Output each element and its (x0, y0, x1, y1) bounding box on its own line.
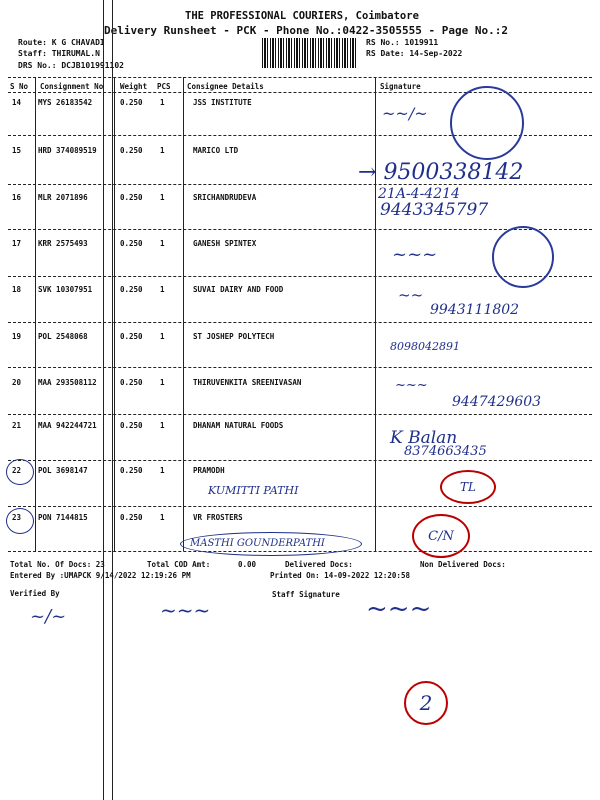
signature-row14: ~~/~ (382, 104, 428, 123)
signature-row18: ~~ (398, 286, 424, 304)
runsheet-title: Delivery Runsheet - PCK - Phone No.:0422-3505555 - Page No.:2 (104, 24, 508, 37)
phone-row15: → 9500338142 (358, 160, 524, 185)
signature-row21: K Balan (390, 428, 458, 448)
row-pcs: 1 (160, 98, 165, 107)
phone-row21: 8374663435 (404, 444, 487, 459)
row-sno: 19 (12, 332, 22, 341)
rs-no: RS No.: 1019911 (366, 38, 439, 47)
row-consignment: HRD 374089519 (38, 146, 97, 155)
row-consignee: GANESH SPINTEX (193, 239, 257, 248)
status-circle-row23: C/N (412, 514, 470, 558)
row-consignee: SRICHANDRUDEVA (193, 193, 257, 202)
row-pcs: 1 (160, 513, 165, 522)
phone-row18: 9943111802 (430, 302, 520, 318)
circle-row22 (6, 459, 34, 485)
entered-by: Entered By :UMAPCK 9/14/2022 12:19:26 PM (10, 571, 191, 580)
row-consignee: PRAMODH (193, 466, 225, 475)
rs-date: RS Date: 14-Sep-2022 (366, 49, 463, 58)
handwriting-row22-area: KUMITTI PATHI (208, 484, 299, 497)
staff-signature: ~~~ (366, 594, 432, 624)
company-stamp (450, 86, 524, 160)
phone-row16: 9443345797 (380, 200, 489, 220)
row-sno: 20 (12, 378, 22, 387)
row-consignee: VR FROSTERS (193, 513, 243, 522)
delivered-docs: Delivered Docs: (285, 560, 353, 569)
row-weight: 0.250 (120, 378, 143, 387)
row-pcs: 1 (160, 332, 165, 341)
total-cod-label: Total COD Amt: (147, 560, 211, 569)
row-consignment: MYS 26183542 (38, 98, 93, 107)
row-pcs: 1 (160, 466, 165, 475)
row-consignee: DHANAM NATURAL FOODS (193, 421, 284, 430)
verified-by-label: Verified By (10, 589, 60, 598)
signature-row17: ~~~ (392, 244, 438, 265)
col-signature: Signature (380, 82, 421, 91)
col-weight: Weight (120, 82, 148, 91)
printed-on: Printed On: 14-09-2022 12:20:58 (270, 571, 410, 580)
row-weight: 0.250 (120, 193, 143, 202)
row-weight: 0.250 (120, 146, 143, 155)
row-pcs: 1 (160, 146, 165, 155)
company-title: THE PROFESSIONAL COURIERS, Coimbatore (185, 10, 419, 22)
total-docs: Total No. Of Docs: 23 (10, 560, 105, 569)
circle-row23 (6, 508, 34, 534)
row-sno: 16 (12, 193, 22, 202)
row-weight: 0.250 (120, 421, 143, 430)
col-sno: S No (10, 82, 29, 91)
total-cod-value: 0.00 (238, 560, 257, 569)
handwriting-row16-line1: 21A-4-4214 (378, 186, 460, 202)
row-weight: 0.250 (120, 466, 143, 475)
verifier-signature: ~/~ (30, 606, 67, 627)
row-consignment: POL 3698147 (38, 466, 88, 475)
row-consignee: THIRUVENKITA SREENIVASAN (193, 378, 302, 387)
company-stamp-row17 (492, 226, 554, 288)
row-weight: 0.250 (120, 239, 143, 248)
row-sno: 17 (12, 239, 22, 248)
col-consignee: Consignee Details (187, 82, 264, 91)
row-consignment: PON 7144815 (38, 513, 88, 522)
row-sno: 22 (12, 466, 22, 475)
status-circle-row22: TL (440, 470, 496, 504)
row-sno: 14 (12, 98, 22, 107)
col-pcs: PCS (157, 82, 171, 91)
row-sno: 21 (12, 421, 22, 430)
row-consignment: POL 2548068 (38, 332, 88, 341)
barcode (262, 38, 358, 68)
row-consignee: JSS INSTITUTE (193, 98, 252, 107)
row-consignment: MLR 2071896 (38, 193, 88, 202)
row-pcs: 1 (160, 378, 165, 387)
row-consignment: KRR 2575493 (38, 239, 88, 248)
row-pcs: 1 (160, 421, 165, 430)
handwriting-row23-area: MASTHI GOUNDERPATHI (190, 538, 325, 549)
row-pcs: 1 (160, 193, 165, 202)
staff-signature-label: Staff Signature (272, 590, 340, 599)
row-weight: 0.250 (120, 98, 143, 107)
drs-label: DRS No.: DCJB101991102 (18, 61, 124, 70)
row-consignment: SVK 10307951 (38, 285, 93, 294)
row-weight: 0.250 (120, 332, 143, 341)
row-weight: 0.250 (120, 513, 143, 522)
row-consignment: MAA 293508112 (38, 378, 97, 387)
row-consignee: ST JOSHEP POLYTECH (193, 332, 275, 341)
row-pcs: 1 (160, 285, 165, 294)
col-consignment: Consignment No (40, 82, 104, 91)
staff-label: Staff: THIRUMAL.N (18, 49, 100, 58)
route-label: Route: K G CHAVADI (18, 38, 105, 47)
row-sno: 23 (12, 513, 22, 522)
row-sno: 15 (12, 146, 22, 155)
non-delivered-docs: Non Delivered Docs: (420, 560, 506, 569)
page-number-circle: 2 (404, 681, 448, 725)
row-consignee: MARICO LTD (193, 146, 239, 155)
row-consignment: MAA 942244721 (38, 421, 97, 430)
phone-row19: 8098042891 (390, 340, 460, 353)
row-consignee: SUVAI DAIRY AND FOOD (193, 285, 284, 294)
row-pcs: 1 (160, 239, 165, 248)
signature-row20: ~~~ (395, 378, 428, 393)
middle-signature: ~~~ (160, 598, 211, 622)
phone-row20: 9447429603 (452, 394, 542, 410)
row-weight: 0.250 (120, 285, 143, 294)
row-sno: 18 (12, 285, 22, 294)
